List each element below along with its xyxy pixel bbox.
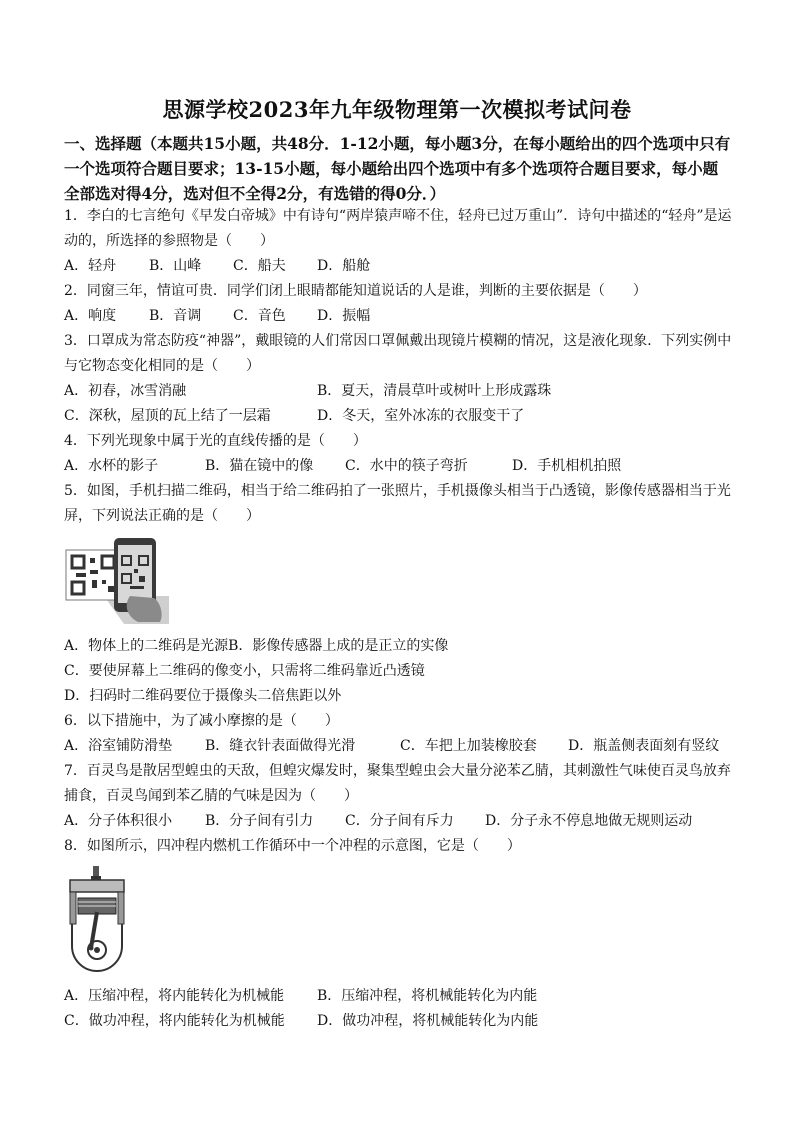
q3-option-b: B．夏天，清晨草叶或树叶上形成露珠 (317, 383, 552, 399)
q6-option-a: A．浴室铺防滑垫 (64, 738, 173, 754)
question-3-text: 3．口罩成为常态防疫“神器”，戴眼镜的人们常因口罩佩戴出现镜片模糊的情况，这是液化现象．下列实例中 (64, 333, 732, 349)
q3-option-d: D．冬天，室外冰冻的衣服变干了 (317, 408, 525, 424)
q1-option-d: D．船舱 (317, 258, 371, 274)
q2-option-b: B．音调 (149, 308, 202, 324)
q1-option-b: B．山峰 (149, 258, 202, 274)
q6-option-d: D．瓶盖侧表面刻有竖纹 (568, 738, 720, 754)
q7-option-b: B．分子间有引力 (205, 813, 314, 829)
q2-option-d: D．振幅 (317, 308, 371, 324)
q3-option-a: A．初春，冰雪消融 (64, 383, 187, 399)
question-5-text: 5．如图，手机扫描二维码，相当于给二维码拍了一张照片，手机摄像头相当于凸透镜，影像传感器相当于光 (64, 483, 731, 499)
q5-option-c: C．要使屏幕上二维码的像变小，只需将二维码靠近凸透镜 (64, 663, 425, 679)
q4-option-a: A．水杯的影子 (64, 458, 159, 474)
q7-option-c: C．分子间有斥力 (345, 813, 454, 829)
q4-option-d: D．手机相机拍照 (512, 458, 622, 474)
section-instructions (64, 131, 736, 206)
question-1-text-2: 动的，所选择的参照物是（ ） (64, 233, 274, 249)
q3-option-c: C．深秋，屋顶的瓦上结了一层霜 (64, 408, 271, 424)
q8-option-c: C．做功冲程，将内能转化为机械能 (64, 1013, 285, 1029)
section-line-2: 一个选项符合题目要求；13-15小题，每小题给出四个选项中有多个选项符合题目要求，每小题 (64, 159, 719, 178)
q7-option-a: A．分子体积很小 (64, 813, 173, 829)
q6-option-b: B．缝衣针表面做得光滑 (205, 738, 356, 754)
section-line-3: 全部选对得4分，选对但不全得2分，有选错的得0分．） (64, 184, 446, 203)
question-5-text-2: 屏，下列说法正确的是（ ） (64, 508, 260, 524)
q5-option-d: D．扫码时二维码要位于摄像头二倍焦距以外 (64, 688, 342, 704)
q1-option-c: C．船夫 (233, 258, 286, 274)
question-3-text-2: 与它物态变化相同的是（ ） (64, 358, 260, 374)
question-2-text: 2．同窗三年，情谊可贵．同学们闭上眼睛都能知道说话的人是谁，判断的主要依据是（ ） (64, 283, 647, 299)
q7-option-d: D．分子永不停息地做无规则运动 (485, 813, 693, 829)
section-line-1: 一、选择题（本题共15小题，共48分．1-12小题，每小题3分，在每小题给出的四个选项中只有 (64, 134, 731, 153)
q4-option-c: C．水中的筷子弯折 (345, 458, 468, 474)
question-6-text: 6．以下措施中，为了减小摩擦的是（ ） (64, 713, 339, 729)
question-1-text: 1．李白的七言绝句《早发白帝城》中有诗句“两岸猿声啼不住，轻舟已过万重山”．诗句中描述的“轻舟”是运 (64, 208, 732, 224)
q8-option-a: A．压缩冲程，将内能转化为机械能 (64, 988, 285, 1004)
question-7-text: 7．百灵鸟是散居型蝗虫的天敌，但蝗灾爆发时，聚集型蝗虫会大量分泌苯乙腈，其刺激性气味使百灵鸟放弃 (64, 763, 731, 779)
q2-option-c: C．音色 (233, 308, 286, 324)
q8-option-b: B．压缩冲程，将机械能转化为内能 (317, 988, 538, 1004)
q4-option-b: B．猫在镜中的像 (205, 458, 314, 474)
question-8-text: 8．如图所示，四冲程内燃机工作循环中一个冲程的示意图，它是（ ） (64, 838, 521, 854)
qr-phone-figure (64, 536, 174, 626)
engine-stroke-figure (66, 864, 128, 974)
q1-option-a: A．轻舟 (64, 258, 117, 274)
question-7-text-2: 捕食，百灵鸟闻到苯乙腈的气味是因为（ ） (64, 788, 358, 804)
q6-option-c: C．车把上加装橡胶套 (400, 738, 537, 754)
question-4-text: 4．下列光现象中属于光的直线传播的是（ ） (64, 433, 367, 449)
page-title: 思源学校2023年九年级物理第一次模拟考试问卷 (162, 97, 632, 122)
q5-option-ab: A．物体上的二维码是光源B．影像传感器上成的是正立的实像 (64, 638, 449, 654)
q8-option-d: D．做功冲程，将机械能转化为内能 (317, 1013, 539, 1029)
q2-option-a: A．响度 (64, 308, 117, 324)
